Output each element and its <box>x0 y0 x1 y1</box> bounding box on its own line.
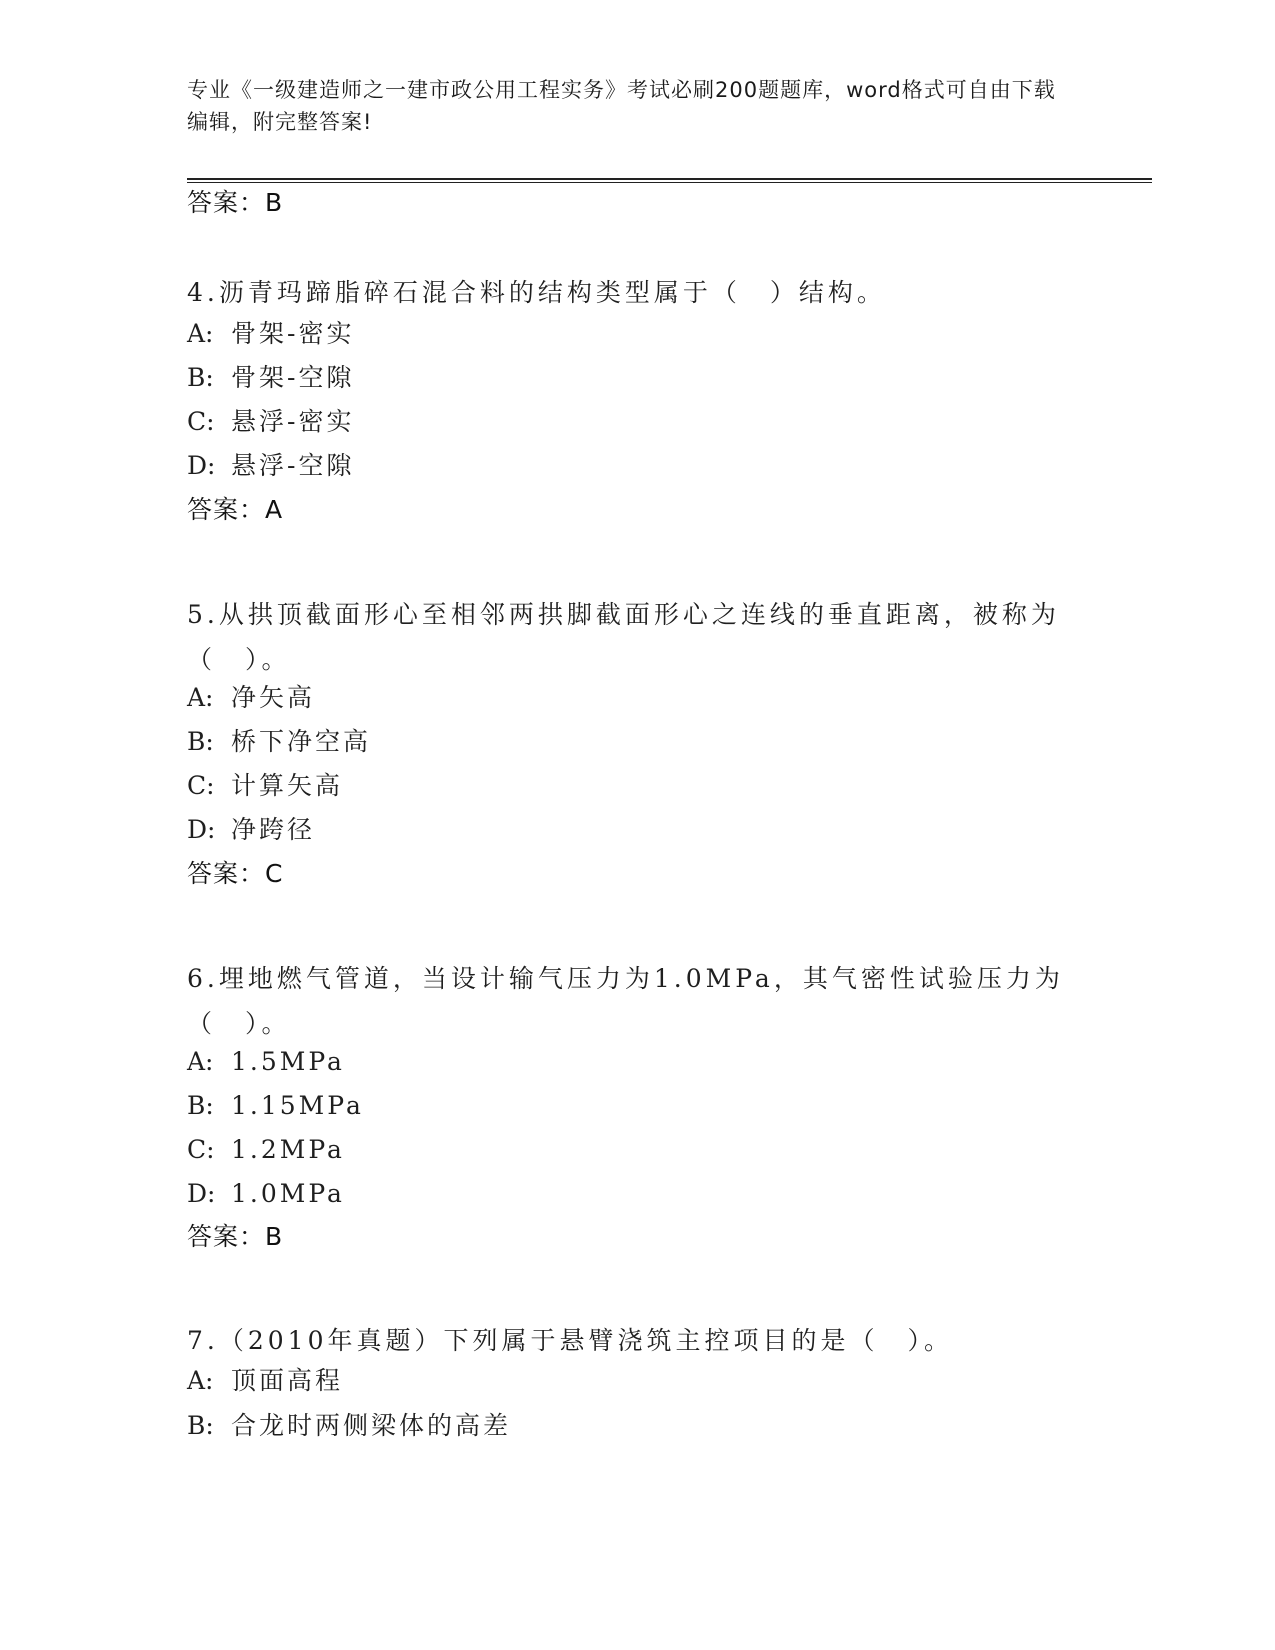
option-item <box>187 318 354 350</box>
answer-value: B <box>265 1222 284 1251</box>
answer-line <box>187 859 283 889</box>
option-letter: A: <box>187 319 214 348</box>
header-divider-bottom <box>187 182 1152 183</box>
option-letter: B: <box>187 1091 214 1120</box>
option-item <box>187 726 371 758</box>
option-text: 1.5MPa <box>231 1047 345 1076</box>
option-text: 悬浮-密实 <box>231 407 355 436</box>
option-text: 顶面高程 <box>231 1366 344 1395</box>
option-item <box>187 1178 345 1210</box>
header-divider-top <box>187 178 1152 180</box>
option-item <box>187 682 315 714</box>
option-letter: B: <box>187 727 214 756</box>
option-text: 骨架-空隙 <box>231 363 355 392</box>
option-letter: A: <box>187 683 214 712</box>
option-letter: D: <box>187 451 216 480</box>
answer-line <box>187 188 283 218</box>
question-text: 6.埋地燃气管道，当设计输气压力为1.0MPa，其气密性试验压力为（ ）。 <box>187 964 1064 1038</box>
option-text: 骨架-密实 <box>231 319 355 348</box>
option-letter: D: <box>187 1179 216 1208</box>
option-text: 1.15MPa <box>231 1091 364 1120</box>
option-text: 净矢高 <box>231 683 316 712</box>
option-text: 悬浮-空隙 <box>231 451 355 480</box>
option-item <box>187 1046 345 1078</box>
option-item <box>187 450 354 482</box>
option-text: 1.2MPa <box>231 1135 345 1164</box>
answer-prefix: 答案： <box>187 495 266 524</box>
option-item <box>187 770 343 802</box>
answer-value: A <box>265 495 284 524</box>
answer-prefix: 答案： <box>187 188 266 217</box>
answer-value: B <box>265 188 284 217</box>
question-text: 5.从拱顶截面形心至相邻两拱脚截面形心之连线的垂直距离，被称为（ ）。 <box>187 600 1060 674</box>
option-text: 净跨径 <box>231 815 316 844</box>
option-text: 合龙时两侧梁体的高差 <box>231 1411 512 1440</box>
option-letter: C: <box>187 1135 215 1164</box>
option-letter: B: <box>187 1411 214 1440</box>
option-text: 桥下净空高 <box>231 727 372 756</box>
answer-value: C <box>265 859 284 888</box>
answer-prefix: 答案： <box>187 859 266 888</box>
option-item <box>187 1090 364 1122</box>
answer-line <box>187 1222 283 1252</box>
question-text: 7.（2010年真题）下列属于悬臂浇筑主控项目的是（ ）。 <box>187 1326 953 1355</box>
answer-line <box>187 495 283 525</box>
option-text: 1.0MPa <box>231 1179 345 1208</box>
option-letter: C: <box>187 771 215 800</box>
option-item <box>187 814 315 846</box>
document-header: 专业《一级建造师之一建市政公用工程实务》考试必刷200题题库，word格式可自由下载编辑，附完整答案! <box>187 78 1056 134</box>
option-text: 计算矢高 <box>231 771 344 800</box>
answer-prefix: 答案： <box>187 1222 266 1251</box>
option-item <box>187 1134 345 1166</box>
option-letter: A: <box>187 1047 214 1076</box>
option-letter: C: <box>187 407 215 436</box>
option-item <box>187 1365 343 1397</box>
option-letter: D: <box>187 815 216 844</box>
option-letter: B: <box>187 363 214 392</box>
option-letter: A: <box>187 1366 214 1395</box>
question-text: 4.沥青玛蹄脂碎石混合料的结构类型属于（ ）结构。 <box>187 278 886 307</box>
option-item <box>187 1410 511 1442</box>
option-item <box>187 362 354 394</box>
option-item <box>187 406 354 438</box>
